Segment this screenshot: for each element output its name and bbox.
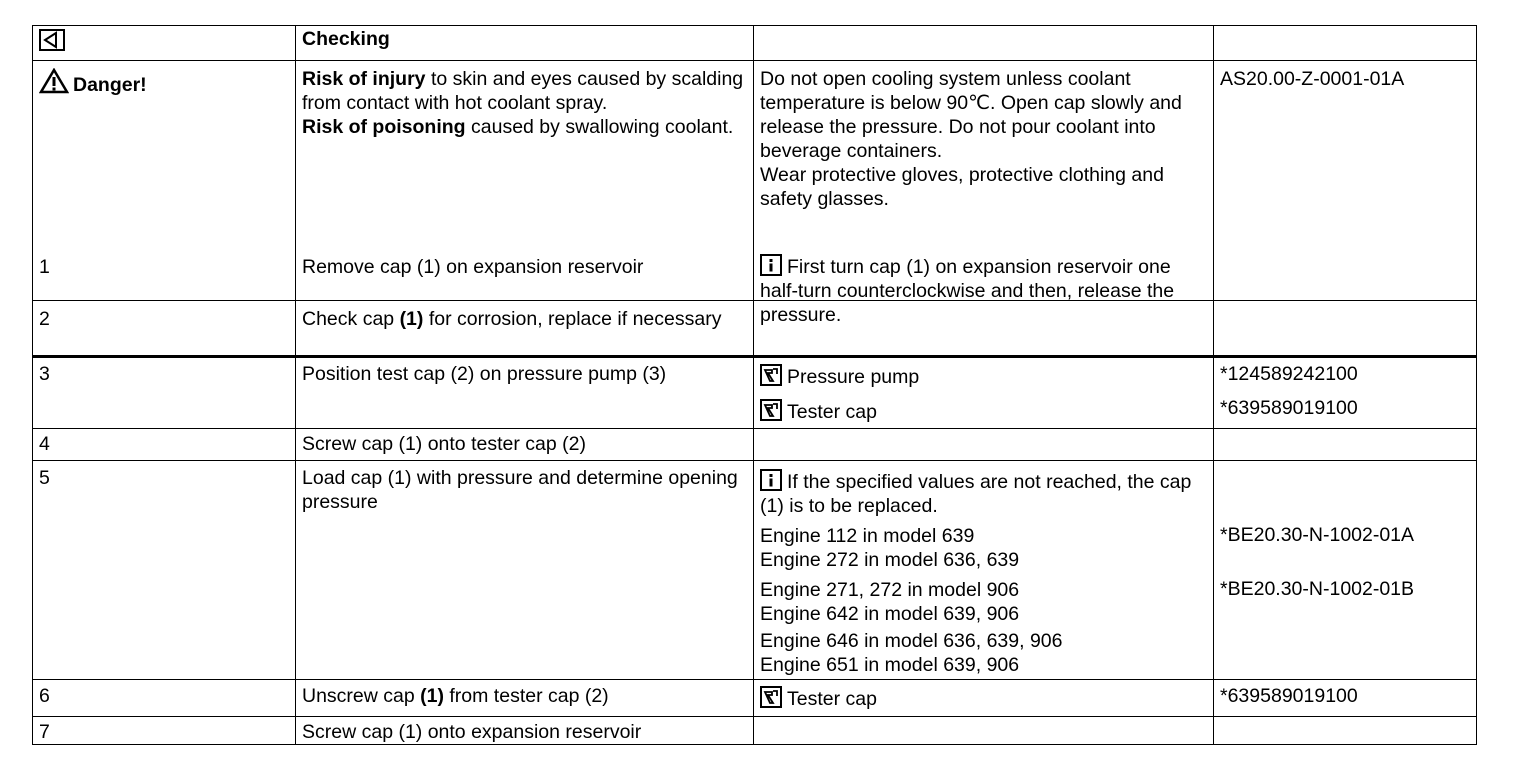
procedure-table: [32, 25, 1477, 745]
danger-measure: Do not open cooling system unless coolant temperature is below 90℃. Open cap slowly and release the pressure. Do not pour coolant into beverage containers. Wear protective gloves, protective clothing and safety glasses.: [760, 68, 1182, 210]
special-tool-icon: [760, 364, 782, 386]
danger-label: Danger!: [39, 68, 289, 97]
engine-group-b: Engine 271, 272 in model 906 Engine 642 in model 639, 906 Engine 646 in model 636, 639, 906 Engine 651 in model 639, 906: [760, 579, 1063, 676]
back-triangle-icon[interactable]: [39, 29, 65, 51]
step-note: If the specified values are not reached, the cap (1) is to be replaced.: [760, 471, 1192, 517]
step-number: 1: [39, 256, 50, 278]
info-icon: [760, 254, 782, 276]
engine-ref-b: *BE20.30-N-1002-01B: [1220, 578, 1415, 600]
engine-ref-a: *BE20.30-N-1002-01A: [1220, 524, 1415, 546]
step-action: Remove cap (1) on expansion reservoir: [302, 256, 644, 278]
tool-line: Pressure pump: [760, 364, 1207, 389]
danger-risk-text: Risk of injury to skin and eyes caused by scalding from contact with hot coolant spray. Risk of poisoning caused by swallowing coolant.: [302, 68, 744, 138]
table-row: 4 Screw cap (1) onto tester cap (2): [33, 429, 1477, 461]
danger-step1-row: [33, 61, 1477, 301]
table-row: 5 Load cap (1) with pressure and determine opening pressure If the specified values are not reached, the cap (1) is to be replaced. Engine 112 in model 639 Engine 272 in model 636, 639 Engine 271, 272 in model 906 Engine 642 in model 639, 906 Engine 646 in model 636, 639, 906 Engine 651 in model 639, 906 *BE20.30-N-1002-01A *BE20.30-N-1002-01B: [33, 461, 1477, 680]
danger-ref: AS20.00-Z-0001-01A: [1214, 61, 1477, 301]
engine-group-a: Engine 112 in model 639 Engine 272 in model 636, 639: [760, 525, 1020, 571]
table-row: 6 Unscrew cap (1) from tester cap (2) Tester cap *639589019100: [33, 680, 1477, 717]
tool-ref: *639589019100: [1220, 397, 1358, 419]
back-cell: [33, 26, 296, 61]
special-tool-icon: [760, 399, 782, 421]
header-row: [33, 26, 1477, 61]
table-row: 2 Check cap (1) for corrosion, replace if necessary: [33, 301, 1477, 357]
table-row: 3 Position test cap (2) on pressure pump (3) Pressure pump Tester cap *124589242100 *639589019100: [33, 357, 1477, 429]
table-row: 7 Screw cap (1) onto expansion reservoir: [33, 717, 1477, 745]
step-note: First turn cap (1) on expansion reservoir one half-turn counterclockwise and then, release the pressure.: [760, 256, 1175, 326]
info-icon: [760, 469, 782, 491]
tool-ref: *124589242100: [1220, 363, 1358, 385]
special-tool-icon: [760, 686, 782, 708]
section-title: Checking: [296, 26, 754, 61]
warning-triangle-icon: [39, 68, 69, 94]
tool-line: Tester cap: [760, 399, 1207, 424]
